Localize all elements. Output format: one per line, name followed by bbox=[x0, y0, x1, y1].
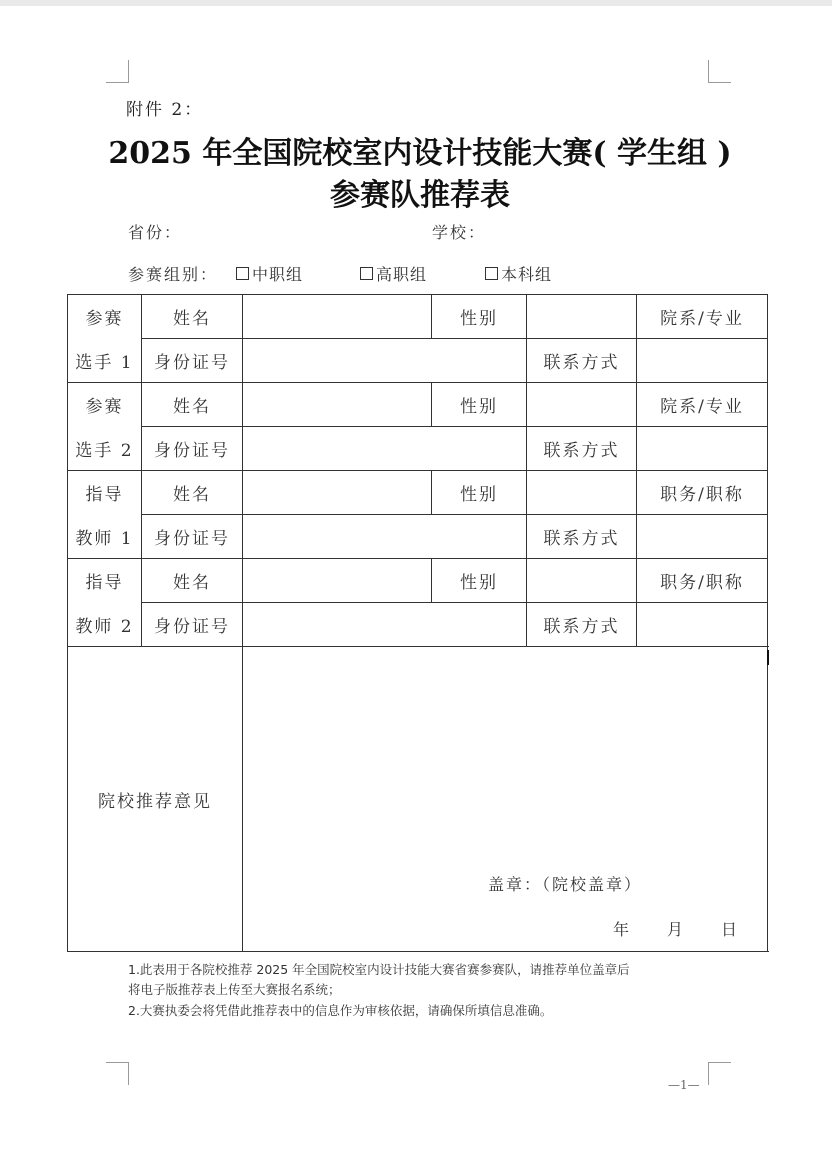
gender-label: 性别 bbox=[432, 383, 527, 427]
gender-label: 性别 bbox=[432, 295, 527, 339]
option-undergraduate[interactable] bbox=[485, 262, 552, 285]
name-field[interactable] bbox=[243, 471, 432, 515]
page-subtitle: 参赛队推荐表 bbox=[330, 178, 510, 213]
title-role-label: 职务/职称 bbox=[637, 559, 768, 603]
contact-label: 联系方式 bbox=[527, 603, 637, 647]
gender-label: 性别 bbox=[432, 471, 527, 515]
name-field[interactable] bbox=[243, 295, 432, 339]
table-row bbox=[68, 603, 768, 647]
gender-field[interactable] bbox=[527, 295, 637, 339]
day-label: 日 bbox=[720, 920, 739, 939]
page-number: —1— bbox=[668, 1078, 700, 1092]
school-label: 学校： bbox=[432, 223, 487, 242]
row-label-student2-top: 参赛 bbox=[68, 383, 142, 427]
option-vocational-secondary[interactable] bbox=[236, 262, 303, 285]
name-label: 姓名 bbox=[142, 295, 243, 339]
row-label-teacher2-top: 指导 bbox=[68, 559, 142, 603]
contact-field[interactable] bbox=[637, 339, 768, 383]
id-number-field[interactable] bbox=[243, 339, 527, 383]
option-label: 中职组 bbox=[252, 265, 304, 284]
dept-major-label: 院系/专业 bbox=[637, 295, 768, 339]
recommendation-label: 院校推荐意见 bbox=[68, 647, 243, 952]
note-1-continued: 将电子版推荐表上传至大赛报名系统； bbox=[128, 982, 341, 997]
row-label-teacher1-top: 指导 bbox=[68, 471, 142, 515]
name-label: 姓名 bbox=[142, 383, 243, 427]
checkbox-icon[interactable] bbox=[485, 267, 498, 280]
contact-field[interactable] bbox=[637, 515, 768, 559]
crop-mark-bottom-right bbox=[708, 1062, 731, 1085]
province-label: 省份： bbox=[128, 223, 183, 242]
table-row bbox=[68, 383, 768, 427]
option-vocational-higher[interactable] bbox=[360, 262, 427, 285]
text-cursor bbox=[767, 650, 769, 665]
crop-mark-bottom-left bbox=[106, 1062, 129, 1085]
table-row bbox=[68, 647, 768, 952]
id-number-label: 身份证号 bbox=[142, 515, 243, 559]
id-number-label: 身份证号 bbox=[142, 603, 243, 647]
seal-label: 盖章：（院校盖章） bbox=[488, 875, 643, 894]
group-label: 参赛组别： bbox=[128, 265, 219, 284]
date-line bbox=[613, 917, 739, 940]
id-number-field[interactable] bbox=[243, 427, 527, 471]
gender-field[interactable] bbox=[527, 383, 637, 427]
attachment-label: 附件 2： bbox=[126, 100, 204, 120]
note-1: 1.此表用于各院校推荐 2025 年全国院校室内设计技能大赛省赛参赛队，请推荐单位盖章后 bbox=[128, 962, 630, 977]
id-number-label: 身份证号 bbox=[142, 339, 243, 383]
id-number-field[interactable] bbox=[243, 515, 527, 559]
contact-label: 联系方式 bbox=[527, 427, 637, 471]
id-number-field[interactable] bbox=[243, 603, 527, 647]
contact-field[interactable] bbox=[637, 603, 768, 647]
page-title: 2025 年全国院校室内设计技能大赛( 学生组 ) bbox=[108, 136, 732, 171]
row-label-student1-top: 参赛 bbox=[68, 295, 142, 339]
name-label: 姓名 bbox=[142, 471, 243, 515]
id-number-label: 身份证号 bbox=[142, 427, 243, 471]
year-label: 年 bbox=[612, 920, 631, 939]
option-label: 高职组 bbox=[376, 265, 428, 284]
title-role-label: 职务/职称 bbox=[637, 471, 768, 515]
contact-field[interactable] bbox=[637, 427, 768, 471]
table-row bbox=[68, 471, 768, 515]
checkbox-icon[interactable] bbox=[360, 267, 373, 280]
row-label-student2-bottom: 选手 2 bbox=[68, 427, 142, 471]
name-field[interactable] bbox=[243, 383, 432, 427]
table-row bbox=[68, 295, 768, 339]
crop-mark-top-right bbox=[708, 60, 731, 83]
gender-field[interactable] bbox=[527, 559, 637, 603]
recommendation-field[interactable] bbox=[243, 647, 768, 952]
window-top-bar bbox=[0, 0, 832, 6]
row-label-teacher2-bottom: 教师 2 bbox=[68, 603, 142, 647]
row-label-student1-bottom: 选手 1 bbox=[68, 339, 142, 383]
option-label: 本科组 bbox=[501, 265, 553, 284]
note-2: 2.大赛执委会将凭借此推荐表中的信息作为审核依据，请确保所填信息准确。 bbox=[128, 1003, 553, 1018]
table-row bbox=[68, 427, 768, 471]
table-row bbox=[68, 515, 768, 559]
gender-field[interactable] bbox=[527, 471, 637, 515]
month-label: 月 bbox=[666, 920, 685, 939]
recommendation-table bbox=[67, 294, 768, 952]
name-field[interactable] bbox=[243, 559, 432, 603]
dept-major-label: 院系/专业 bbox=[637, 383, 768, 427]
checkbox-icon[interactable] bbox=[236, 267, 249, 280]
contact-label: 联系方式 bbox=[527, 515, 637, 559]
crop-mark-top-left bbox=[106, 60, 129, 83]
table-row bbox=[68, 339, 768, 383]
row-label-teacher1-bottom: 教师 1 bbox=[68, 515, 142, 559]
name-label: 姓名 bbox=[142, 559, 243, 603]
table-row bbox=[68, 559, 768, 603]
gender-label: 性别 bbox=[432, 559, 527, 603]
contact-label: 联系方式 bbox=[527, 339, 637, 383]
